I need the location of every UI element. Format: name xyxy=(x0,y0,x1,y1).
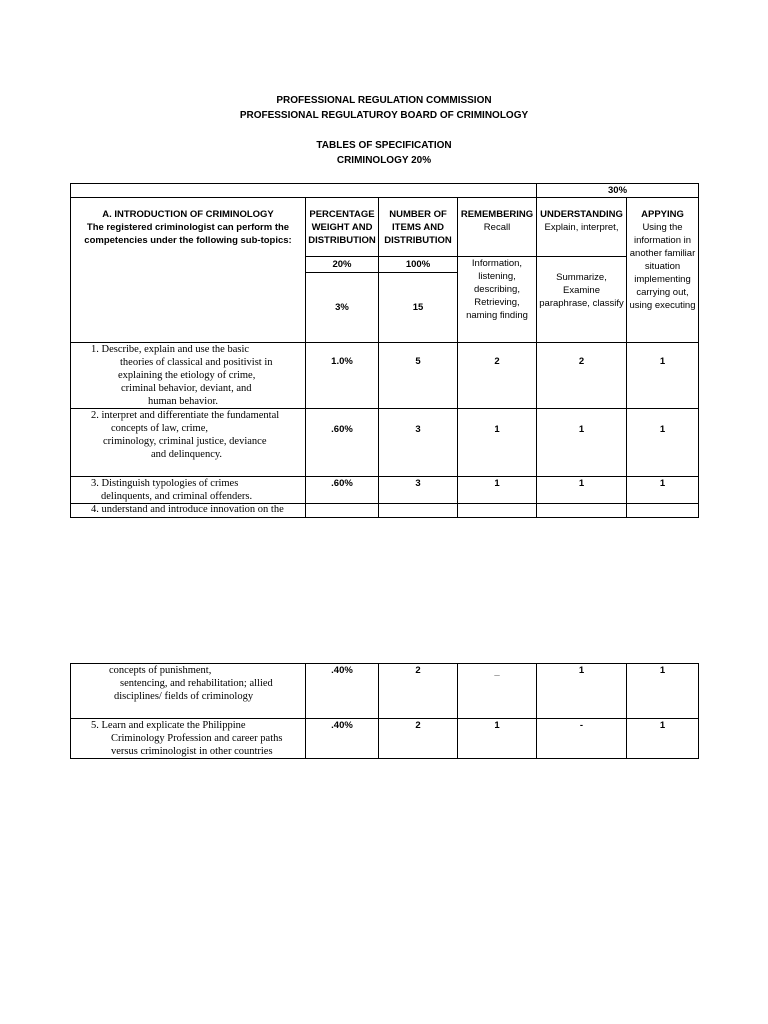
weight-cell: 1.0% xyxy=(306,343,379,409)
topic-cell xyxy=(71,504,306,518)
topic-line: human behavior. xyxy=(148,396,218,407)
weight-cell: .40% xyxy=(306,664,379,719)
remembering-column-header: REMEMBERING xyxy=(460,209,534,220)
items-cell: 2 xyxy=(379,719,458,759)
items-cell: 2 xyxy=(379,664,458,719)
understanding-cell: - xyxy=(537,719,627,759)
items-cell: 3 xyxy=(379,477,458,504)
weight-cell: .60% xyxy=(306,409,379,477)
topic-line: concepts of punishment, xyxy=(109,665,212,676)
understanding-header-cell xyxy=(537,198,627,257)
weight-column-header: PERCENTAGE WEIGHT AND DISTRIBUTION xyxy=(306,198,379,257)
table-row xyxy=(71,477,699,504)
topic-cell xyxy=(71,477,306,504)
understanding-cell: 1 xyxy=(537,477,627,504)
applying-cell: 1 xyxy=(627,409,699,477)
topic-line: Criminology Profession and career paths xyxy=(111,733,283,744)
pct-30-header: 30% xyxy=(537,184,699,198)
topic-line: delinquents, and criminal offenders. xyxy=(101,491,253,502)
remembering-cell: 2 xyxy=(458,343,537,409)
applying-column-desc: Using the information in another familiar situation implementing carrying out, using executing xyxy=(629,222,696,311)
understanding-column-desc: Explain, interpret, xyxy=(544,222,619,233)
applying-header-cell xyxy=(627,198,699,343)
applying-cell: 1 xyxy=(627,719,699,759)
specification-table-continued xyxy=(70,663,699,759)
specification-table xyxy=(70,183,699,518)
understanding-column-header: UNDERSTANDING xyxy=(540,209,623,220)
table-row xyxy=(71,343,699,409)
items-column-header: NUMBER OF ITEMS AND DISTRIBUTION xyxy=(379,198,458,257)
applying-cell: 1 xyxy=(627,343,699,409)
applying-cell: 1 xyxy=(627,477,699,504)
section-title: A. INTRODUCTION OF CRIMINOLOGY xyxy=(102,209,274,220)
weight-cell: .40% xyxy=(306,719,379,759)
weight-section: 3% xyxy=(306,273,379,343)
column-header-row xyxy=(71,198,699,257)
understanding-detail: Summarize, Examine paraphrase, classify xyxy=(537,257,627,343)
topic-line: theories of classical and positivist in xyxy=(120,357,273,368)
remembering-cell: 1 xyxy=(458,409,537,477)
topic-line: disciplines/ fields of criminology xyxy=(114,691,254,702)
topic-line: 4. understand and introduce innovation on the xyxy=(91,504,284,515)
remembering-header-cell xyxy=(458,198,537,257)
items-cell: 3 xyxy=(379,409,458,477)
remembering-cell: 1 xyxy=(458,477,537,504)
topic-cell xyxy=(71,664,306,719)
topic-line: 3. Distinguish typologies of crimes xyxy=(91,478,239,489)
topic-cell xyxy=(71,719,306,759)
items-section: 15 xyxy=(379,273,458,343)
weight-cell: .60% xyxy=(306,477,379,504)
items-total: 100% xyxy=(379,257,458,273)
topic-line: 1. Describe, explain and use the basic xyxy=(91,344,250,355)
subject-title: CRIMINOLOGY 20% xyxy=(336,155,432,166)
table-row xyxy=(71,664,699,719)
remembering-column-desc: Recall xyxy=(483,222,511,233)
items-cell: 5 xyxy=(379,343,458,409)
topic-line: and delinquency. xyxy=(151,449,223,460)
percent-header-row xyxy=(71,184,699,198)
document-title: TABLES OF SPECIFICATION xyxy=(316,140,452,151)
understanding-cell: 1 xyxy=(537,409,627,477)
applying-column-header: APPYING xyxy=(641,209,684,220)
topic-line: versus criminologist in other countries xyxy=(111,746,273,757)
table-row xyxy=(71,504,699,518)
section-description: The registered criminologist can perform the competencies under the following sub-topics: xyxy=(84,222,292,246)
remembering-detail: Information, listening, describing, Retrieving, naming finding xyxy=(458,257,537,343)
table-row xyxy=(71,719,699,759)
topic-line: concepts of law, crime, xyxy=(111,423,208,434)
board-title: PROFESSIONAL REGULATUROY BOARD OF CRIMINOLOGY xyxy=(239,110,529,121)
understanding-cell: 2 xyxy=(537,343,627,409)
commission-title: PROFESSIONAL REGULATION COMMISSION xyxy=(276,95,492,106)
topic-line: explaining the etiology of crime, xyxy=(118,370,256,381)
topic-line: 5. Learn and explicate the Philippine xyxy=(91,720,246,731)
remembering-cell: _ xyxy=(458,664,537,719)
topic-line: criminal behavior, deviant, and xyxy=(121,383,252,394)
weight-total: 20% xyxy=(306,257,379,273)
understanding-cell: 1 xyxy=(537,664,627,719)
topic-line: criminology, criminal justice, deviance xyxy=(103,436,267,447)
applying-cell: 1 xyxy=(627,664,699,719)
topic-line: 2. interpret and differentiate the fundamental xyxy=(91,410,280,421)
topic-line: sentencing, and rehabilitation; allied xyxy=(120,678,273,689)
section-header-cell xyxy=(71,198,306,343)
topic-cell xyxy=(71,409,306,477)
table-row xyxy=(71,409,699,477)
remembering-cell: 1 xyxy=(458,719,537,759)
topic-cell xyxy=(71,343,306,409)
